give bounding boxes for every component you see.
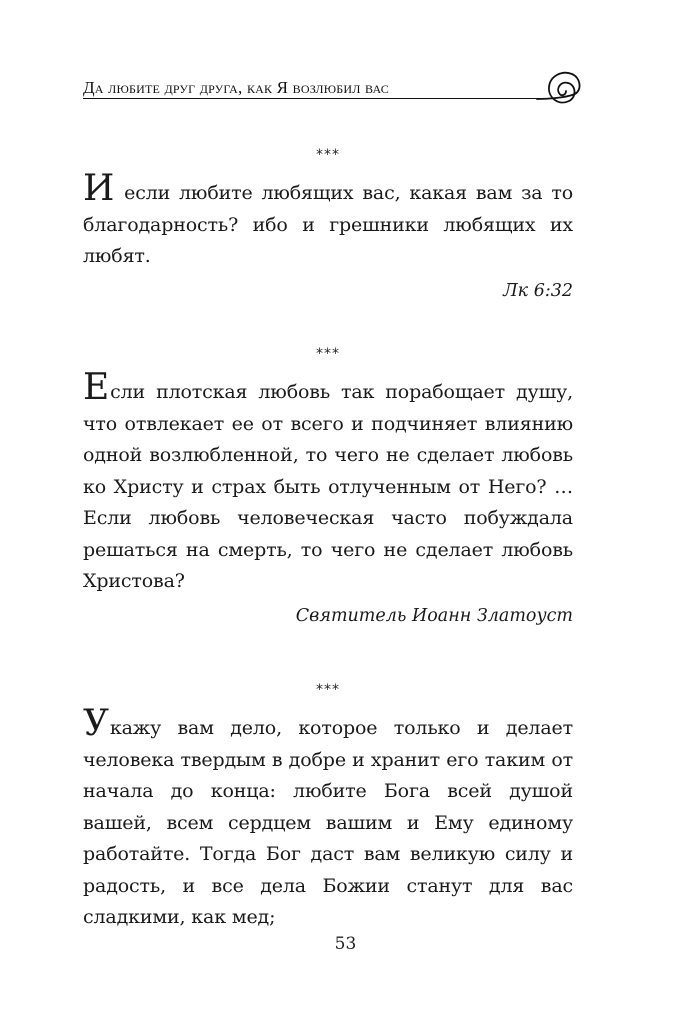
quote-text: [83, 367, 573, 598]
quote-attribution: Лк 6:32: [503, 280, 573, 301]
section-separator: ***: [316, 682, 340, 698]
page-number: 53: [334, 934, 357, 954]
quote-entry-2: [83, 345, 573, 629]
drop-cap: У: [83, 703, 109, 744]
quote-attribution: Святитель Иоанн Златоуст: [295, 605, 573, 626]
running-head: [83, 74, 583, 120]
quote-body: сли плотская любовь так порабощает душу, что отвлекает ее от всего и подчиняет влиянию одной возлюбленной, то чего не сделает любовь ко Христу и страх быть отлученным от Него? …Если любовь человеческая часто побуждала решаться на смерть, то чего не сделает любовь Христова?: [83, 381, 573, 592]
drop-cap: Е: [83, 367, 110, 408]
quote-text: [83, 168, 573, 273]
section-separator: ***: [316, 346, 340, 362]
quote-body: если любите любящих вас, какая вам за то благодарность? ибо и грешники любящих их любят.: [83, 182, 573, 267]
spiral-flourish-icon: [535, 68, 583, 114]
running-head-title: Да любите друг друга, как Я возлюбил вас: [83, 78, 389, 97]
drop-cap: И: [83, 168, 115, 209]
quote-text: [83, 703, 573, 934]
running-head-rule: [83, 98, 545, 99]
quote-entry-3: [83, 681, 573, 934]
quote-entry-1: [83, 146, 573, 304]
section-separator: ***: [316, 147, 340, 163]
quote-body: кажу вам дело, которое только и делает человека твердым в добре и хранит его таким от начала до конца: любите Бога всей душой вашей, всем сердцем вашим и Ему единому работайте. Тогда Бог даст вам великую силу и радость, и все дела Божии станут для вас сладкими, как мед;: [83, 717, 573, 928]
